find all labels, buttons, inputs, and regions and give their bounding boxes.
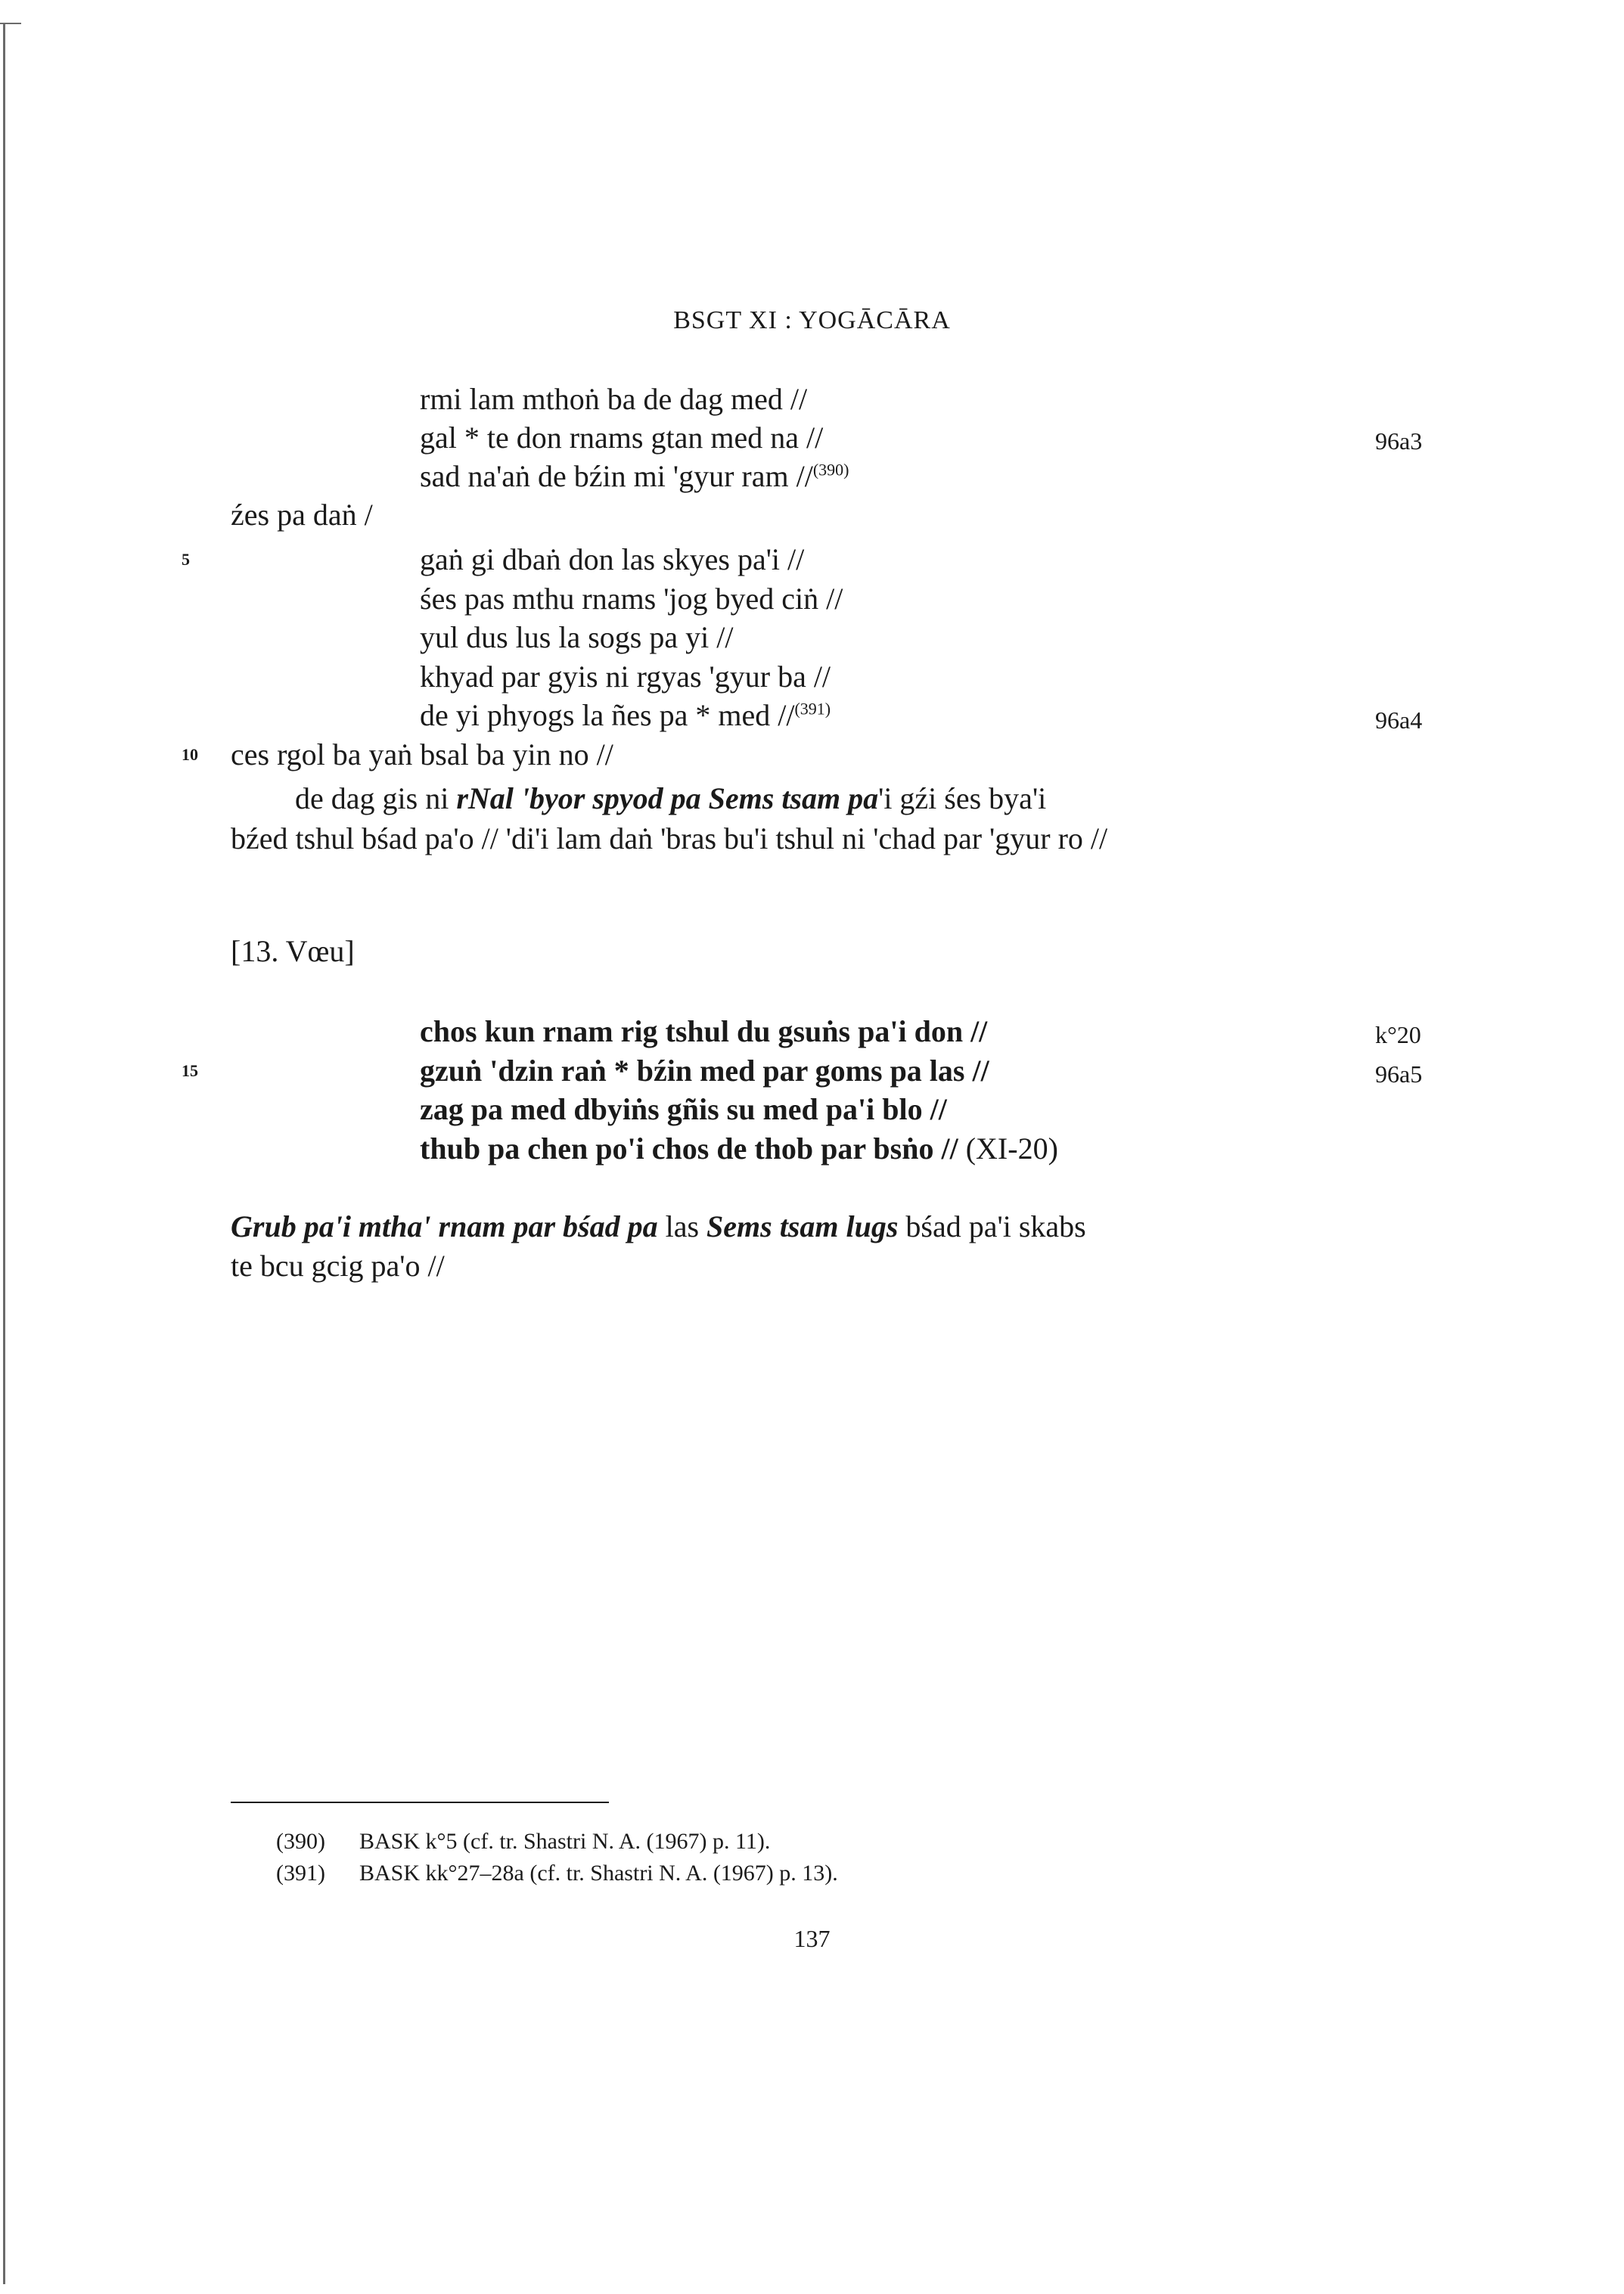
line-number-10: 10 <box>182 745 198 764</box>
dedication-verse-1: chos kun rnam rig tshul du gsuṅs pa'i don // <box>420 1014 988 1048</box>
school-name: rNal 'byor spyod pa Sems tsam pa <box>456 781 879 815</box>
page-number: 137 <box>793 1925 831 1952</box>
verse-line-1: rmi lam mthoṅ ba de dag med // <box>420 382 808 416</box>
prose-paragraph-line-1: de dag gis ni rNal 'byor spyod pa Sems tsam pa'i gźi śes bya'i <box>295 781 1047 815</box>
dedication-verse-4: thub pa chen po'i chos de thob par bsṅo // (XI-20) <box>420 1131 1058 1166</box>
folio-ref-96a5: 96a5 <box>1375 1060 1423 1088</box>
colophon-line-1: Grub pa'i mtha' rnam par bśad pa las Sems tsam lugs bśad pa'i skabs <box>231 1209 1086 1243</box>
footnote-ref-390: (390) <box>812 460 849 480</box>
line-number-5: 5 <box>182 550 190 569</box>
prose-line-10: ces rgol ba yaṅ bsal ba yin no // <box>231 737 613 771</box>
verse-line-8: khyad par gyis ni rgyas 'gyur ba // <box>420 660 831 694</box>
folio-ref-96a4: 96a4 <box>1375 706 1423 734</box>
running-header: BSGT XI : YOGĀCĀRA <box>673 306 951 334</box>
footnote-390: (390) BASK k°5 (cf. tr. Shastri N. A. (1967) p. 11). <box>276 1829 771 1854</box>
line-number-15: 15 <box>182 1061 198 1080</box>
colophon-line-2: te bcu gcig pa'o // <box>231 1249 445 1283</box>
dedication-verse-2: gzuṅ 'dzin raṅ * bźin med par goms pa las // <box>420 1054 989 1088</box>
scan-corner <box>0 23 21 24</box>
verse-line-3: sad na'aṅ de bźin mi 'gyur ram //$^{(390)}$ <box>420 459 849 493</box>
section-heading: [13. Vœu] <box>231 934 355 968</box>
footnote-rule <box>231 1802 609 1803</box>
verse-line-9: de yi phyogs la ñes pa * med //$^{(391)}$ <box>420 698 831 732</box>
footnote-391: (391) BASK kk°27–28a (cf. tr. Shastri N. A. (1967) p. 13). <box>276 1861 838 1886</box>
verse-line-5: gaṅ gi dbaṅ don las skyes pa'i // <box>420 542 805 576</box>
verse-ref-k20: k°20 <box>1375 1021 1421 1048</box>
prose-line-4: źes pa daṅ / <box>231 498 373 532</box>
footnote-ref-391: (391) <box>794 699 831 719</box>
dedication-verse-3: zag pa med dbyiṅs gñis su med pa'i blo // <box>420 1092 947 1126</box>
verse-line-7: yul dus lus la sogs pa yi // <box>420 620 734 654</box>
verse-line-2: gal * te don rnams gtan med na // <box>420 421 824 455</box>
verse-line-6: śes pas mthu rnams 'jog byed ciṅ // <box>420 582 843 616</box>
folio-ref-96a3: 96a3 <box>1375 427 1423 455</box>
prose-paragraph-line-2: bźed tshul bśad pa'o // 'di'i lam daṅ 'bras bu'i tshul ni 'chad par 'gyur ro // <box>231 821 1108 855</box>
